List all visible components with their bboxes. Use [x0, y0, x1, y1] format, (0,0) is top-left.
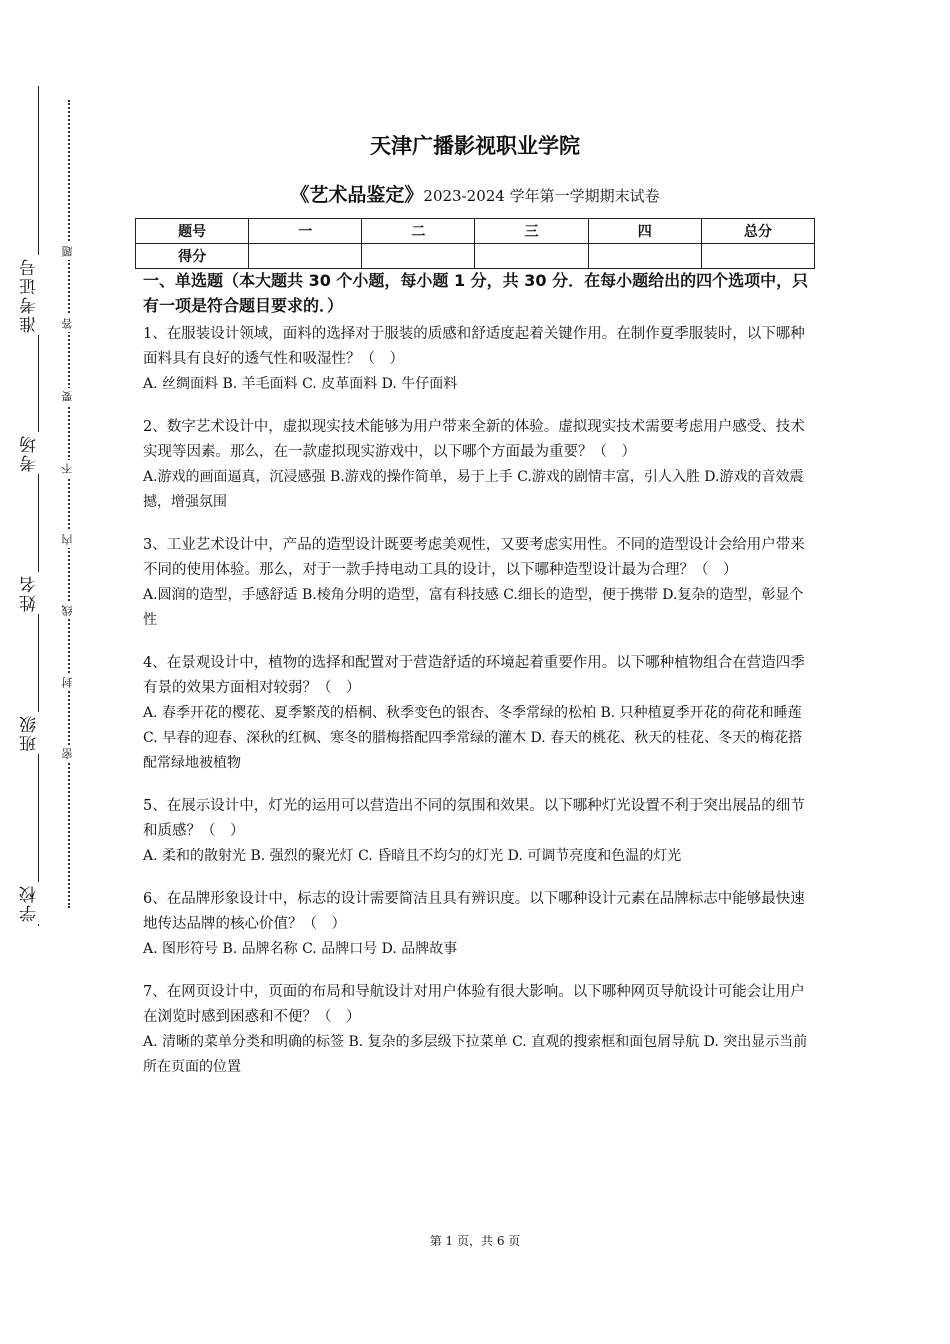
question-options: A. 图形符号 B. 品牌名称 C. 品牌口号 D. 品牌故事: [143, 941, 458, 957]
question-stem: 5、在展示设计中，灯光的运用可以营造出不同的氛围和效果。以下哪种灯光设置不利于突出展品的细节和质感？（ ）: [143, 798, 805, 839]
seal-char: 内: [62, 531, 73, 548]
question-4: [143, 651, 811, 776]
exam-room-label: 考场: [20, 434, 40, 472]
school-label: 学校: [20, 884, 40, 922]
seal-char: 密: [62, 745, 73, 762]
question-options: A.游戏的画面逼真，沉浸感强 B.游戏的操作简单，易于上手 C.游戏的剧情丰富，引人入胜 D.游戏的音效震撼，增强氛围: [143, 469, 804, 510]
name-label: 姓名: [20, 574, 40, 612]
seal-char: 要: [62, 388, 73, 405]
admission-number-label: 准考证号: [20, 257, 40, 333]
question-stem: 7、在网页设计中，页面的布局和导航设计对用户体验有很大影响。以下哪种网页导航设计可能会让用户在浏览时感到困惑和不便？（ ）: [143, 984, 805, 1025]
exam-room-field: [22, 432, 39, 474]
score-header-cell: 一: [249, 219, 362, 244]
seal-char: 线: [62, 602, 73, 619]
admission-number-field: [22, 255, 39, 335]
question-options: A.圆润的造型，手感舒适 B.棱角分明的造型，富有科技感 C.细长的造型，便于携带 D.复杂的造型，彰显个性: [143, 587, 804, 628]
question-stem: 4、在景观设计中，植物的选择和配置对于营造舒适的环境起着重要作用。以下哪种植物组合在营造四季有景的效果方面相对较弱？（ ）: [143, 655, 805, 696]
score-table: [135, 218, 815, 269]
school-field: [22, 882, 39, 924]
score-header-cell: 四: [588, 219, 701, 244]
seal-char: 答: [62, 315, 73, 332]
exam-content: [143, 268, 811, 1098]
score-header-cell: 三: [475, 219, 588, 244]
question-stem: 2、数字艺术设计中，虚拟现实技术能够为用户带来全新的体验。虚拟现实技术需要考虑用户感受、技术实现等因素。那么，在一款虚拟现实游戏中，以下哪个方面最为重要？（ ）: [143, 419, 805, 460]
seal-char: 封: [62, 674, 73, 691]
score-header-cell: 二: [362, 219, 475, 244]
seal-char: 不: [62, 460, 73, 477]
class-label: 班级: [20, 714, 40, 752]
fill-in-line: [38, 86, 39, 926]
score-cell: [588, 244, 701, 269]
score-header-cell: 总分: [701, 219, 814, 244]
page-number: 第 1 页，共 6 页: [429, 1234, 521, 1248]
question-5: [143, 794, 811, 869]
question-stem: 3、工业艺术设计中，产品的造型设计既要考虑美观性，又要考虑实用性。不同的造型设计会给用户带来不同的使用体验。那么，对于一款手持电动工具的设计，以下哪种造型设计最为合理？（ ）: [143, 537, 805, 578]
course-title: 《艺术品鉴定》: [290, 184, 424, 206]
question-options: A. 清晰的菜单分类和明确的标签 B. 复杂的多层级下拉菜单 C. 直观的搜索框和面包屑导航 D. 突出显示当前所在页面的位置: [143, 1034, 808, 1075]
class-field: [22, 712, 39, 754]
score-table-header-row: [136, 219, 815, 244]
score-header-cell: 题号: [136, 219, 249, 244]
question-6: [143, 887, 811, 962]
question-options: A. 丝绸面料 B. 羊毛面料 C. 皮革面料 D. 牛仔面料: [143, 376, 458, 392]
score-cell: [249, 244, 362, 269]
question-2: [143, 415, 811, 515]
question-options: A. 春季开花的樱花、夏季繁茂的梧桐、秋季变色的银杏、冬季常绿的松柏 B. 只种植夏季开花的荷花和睡莲 C. 早春的迎春、深秋的红枫、寒冬的腊梅搭配四季常绿的灌木 D. 春天的桃花、秋天的桂花、冬天的梅花搭配常绿地被植物: [143, 705, 803, 771]
seal-line: [68, 100, 70, 908]
school-name: 天津广播影视职业学院: [370, 134, 580, 158]
score-cell: [362, 244, 475, 269]
question-7: [143, 980, 811, 1080]
exam-subtitle: [0, 180, 950, 207]
section-heading: 一、单选题（本大题共 30 个小题，每小题 1 分，共 30 分．在每小题给出的四个选项中，只有一项是符合题目要求的．）: [143, 271, 809, 315]
score-cell: [475, 244, 588, 269]
question-stem: 1、在服装设计领域，面料的选择对于服装的质感和舒适度起着关键作用。在制作夏季服装时，以下哪种面料具有良好的透气性和吸湿性？（ ）: [143, 326, 805, 367]
score-table-score-row: [136, 244, 815, 269]
score-row-label: 得分: [136, 244, 249, 269]
score-cell: [701, 244, 814, 269]
question-options: A. 柔和的散射光 B. 强烈的聚光灯 C. 昏暗且不均匀的灯光 D. 可调节亮度和色温的灯光: [143, 848, 682, 864]
question-1: [143, 322, 811, 397]
term-text: 2023-2024 学年第一学期期末试卷: [423, 187, 660, 205]
seal-char: 题: [62, 243, 73, 260]
name-field: [22, 572, 39, 614]
question-3: [143, 533, 811, 633]
question-stem: 6、在品牌形象设计中，标志的设计需要简洁且具有辨识度。以下哪种设计元素在品牌标志中能够最快速地传达品牌的核心价值？（ ）: [143, 891, 805, 932]
